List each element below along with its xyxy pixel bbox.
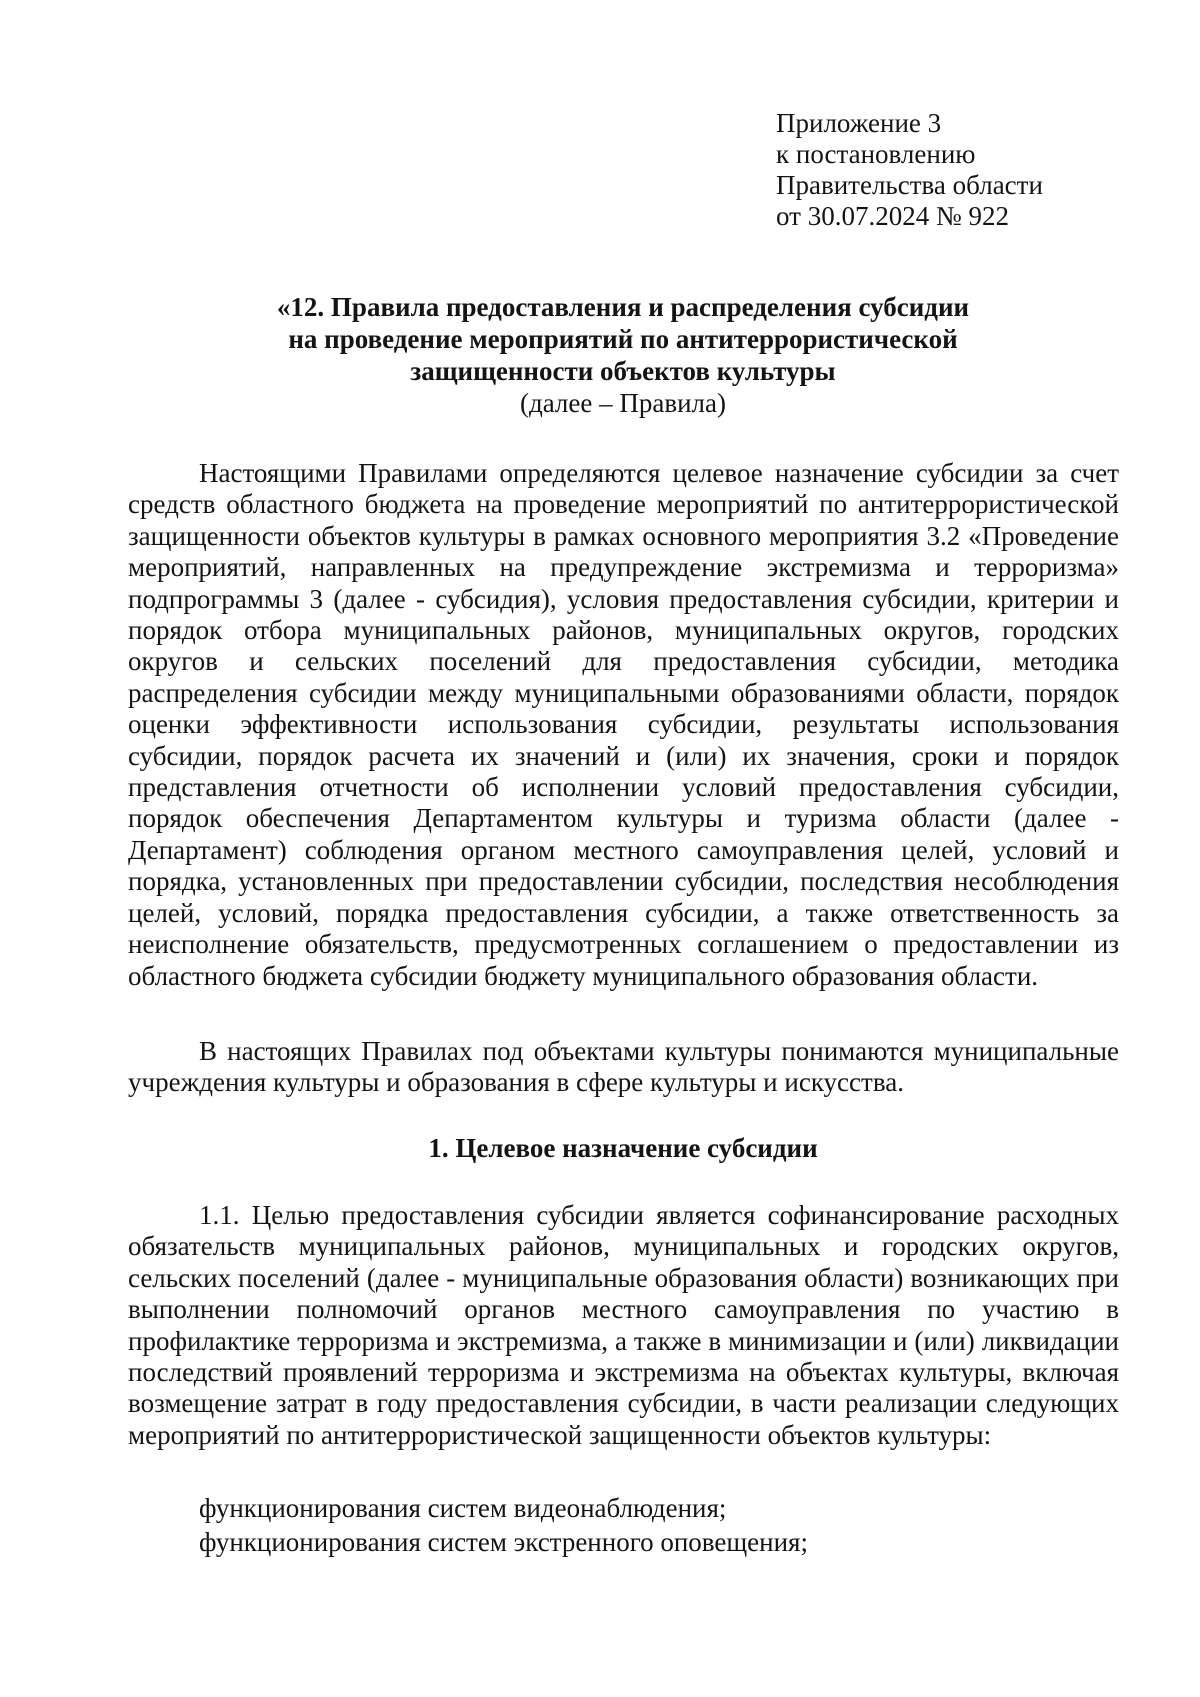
section-1-paragraph-block (128, 1200, 1119, 1451)
title-subtitle: (далее – Правила) (519, 388, 727, 418)
appendix-line-3: Правительства области (776, 170, 1043, 200)
intro-paragraph-2: В настоящих Правилах под объектами культуры понимаются муниципальные учреждения культуры и образования в сфере культуры и искусства. (128, 1036, 1119, 1098)
section-1-paragraph: 1.1. Целью предоставления субсидии является софинансирование расходных обязательств муниципальных районов, муниципальных и городских округов, сельских поселений (далее - муниципальные образования области) возникающих при выполнении полномочий органов местного самоуправления по участию в профилактике терроризма и экстремизма, а также в минимизации и (или) ликвидации последствий проявлений терроризма и экстремизма на объектах культуры, включая возмещение затрат в году предоставления субсидии, в части реализации следующих мероприятий по антитеррористической защищенности объектов культуры: (128, 1200, 1119, 1450)
list-item: функционирования систем видеонаблюдения; (199, 1493, 727, 1523)
title-line-1: «12. Правила предоставления и распределения субсидии (276, 292, 970, 322)
appendix-reference (776, 108, 1043, 232)
intro-paragraph-1-block (128, 458, 1119, 992)
section-1-heading: 1. Целевое назначение субсидии (428, 1133, 818, 1163)
list-item: функционирования систем экстренного оповещения; (199, 1527, 808, 1557)
document-title (128, 291, 1118, 419)
title-line-2: на проведение мероприятий по антитеррористической (288, 324, 958, 354)
appendix-line-4: от 30.07.2024 № 922 (776, 201, 1009, 231)
title-line-3: защищенности объектов культуры (410, 356, 836, 386)
appendix-line-1: Приложение 3 (776, 108, 942, 138)
appendix-line-2: к постановлению (776, 139, 976, 169)
intro-paragraph-2-block (128, 1036, 1119, 1099)
intro-paragraph-1: Настоящими Правилами определяются целевое назначение субсидии за счет средств областного бюджета на проведение мероприятий по антитеррористической защищенности объектов культуры в рамках основного мероприятия 3.2 «Проведение мероприятий, направленных на предупреждение экстремизма и терроризма» подпрограммы 3 (далее - субсидия), условия предоставления субсидии, критерии и порядок отбора муниципальных районов, муниципальных округов, городских округов и сельских поселений для предоставления субсидии, методика распределения субсидии между муниципальными образованиями области, порядок оценки эффективности использования субсидии, результаты использования субсидии, порядок расчета их значений и (или) их значения, сроки и порядок представления отчетности об исполнении условий предоставления субсидии, порядок обеспечения Департаментом культуры и туризма области (далее - Департамент) соблюдения органом местного самоуправления целей, условий и порядка, установленных при предоставлении субсидии, последствия несоблюдения целей, условий, порядка предоставления субсидии, а также ответственность за неисполнение обязательств, предусмотренных соглашением о предоставлении из областного бюджета субсидии бюджету муниципального образования области. (128, 458, 1119, 991)
